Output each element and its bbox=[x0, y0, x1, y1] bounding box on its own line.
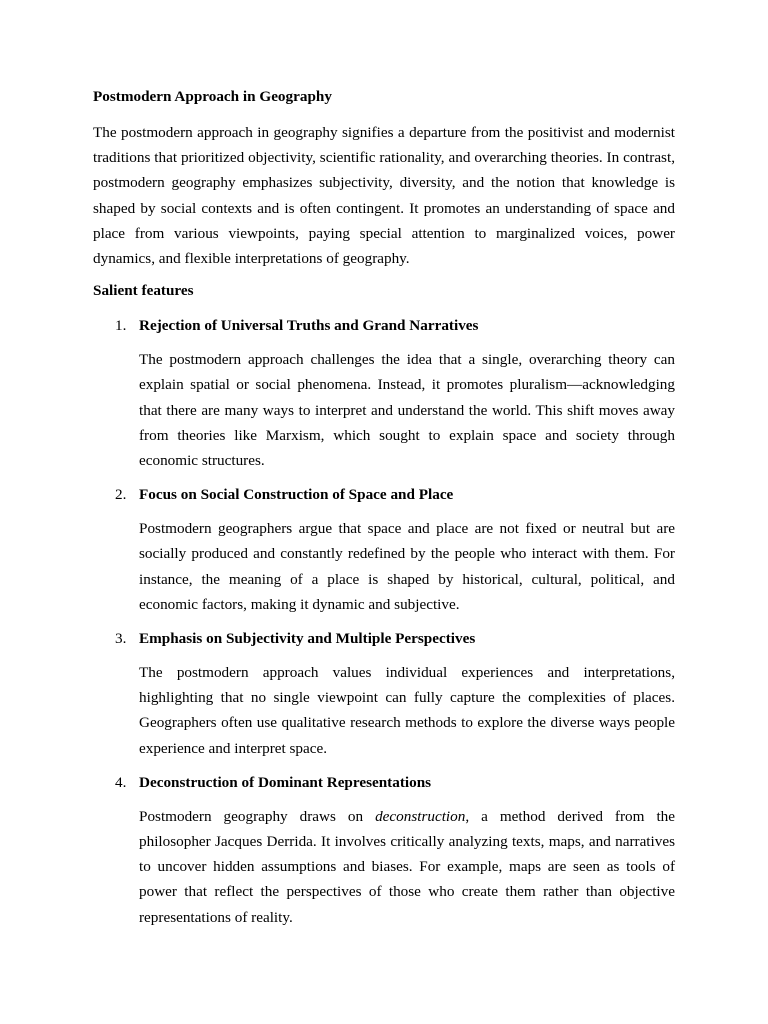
document-page bbox=[93, 86, 675, 930]
feature-item-4 bbox=[93, 772, 675, 930]
feature-number: 2. bbox=[115, 486, 127, 504]
feature-item-1 bbox=[93, 315, 675, 473]
feature-item-3 bbox=[93, 628, 675, 761]
feature-body-rest: , a method derived from the philosopher Jacques Derrida. It involves critically analyzing texts, maps, and narratives to uncover hidden assumptions and biases. For example, maps are seen as tools of power that reflect the perspectives of those who create them rather than objective representations of reality. bbox=[139, 807, 675, 926]
feature-number: 4. bbox=[115, 773, 127, 791]
feature-body-emphasis: deconstruction bbox=[375, 807, 466, 825]
feature-heading: Emphasis on Subjectivity and Multiple Perspectives bbox=[139, 630, 476, 648]
intro-paragraph: The postmodern approach in geography signifies a departure from the positivist and modernist traditions that prioritized objectivity, scientific rationality, and overarching theories. In contrast, postmodern geography emphasizes subjectivity, diversity, and the notion that knowledge is shaped by social contexts and is often contingent. It promotes an understanding of space and place from various viewpoints, paying special attention to marginalized voices, power dynamics, and flexible interpretations of geography. bbox=[93, 124, 675, 268]
feature-number: 1. bbox=[115, 317, 127, 335]
feature-body: Postmodern geographers argue that space and place are not fixed or neutral but are socially produced and constantly redefined by the people who interact with them. For instance, the meaning of a place is shaped by historical, cultural, political, and economic factors, making it dynamic and subjective. bbox=[139, 520, 675, 613]
feature-body-lead: Postmodern geography draws on bbox=[139, 807, 376, 825]
feature-heading: Focus on Social Construction of Space and Place bbox=[139, 486, 454, 504]
features-list bbox=[93, 315, 675, 930]
feature-heading: Deconstruction of Dominant Representations bbox=[139, 773, 432, 791]
feature-heading: Rejection of Universal Truths and Grand Narratives bbox=[139, 317, 479, 335]
feature-body: The postmodern approach challenges the idea that a single, overarching theory can explain spatial or social phenomena. Instead, it promotes pluralism—acknowledging that there are many ways to interpret and understand the world. This shift moves away from theories like Marxism, which sought to explain space and society through economic structures. bbox=[139, 351, 675, 470]
feature-body: The postmodern approach values individual experiences and interpretations, highlighting that no single viewpoint can fully capture the complexities of places. Geographers often use qualitative research methods to explore the diverse ways people experience and interpret space. bbox=[139, 664, 675, 757]
document-title: Postmodern Approach in Geography bbox=[93, 88, 332, 105]
features-heading: Salient features bbox=[93, 282, 194, 300]
feature-number: 3. bbox=[115, 630, 127, 648]
feature-item-2 bbox=[93, 484, 675, 617]
feature-body bbox=[139, 804, 675, 930]
